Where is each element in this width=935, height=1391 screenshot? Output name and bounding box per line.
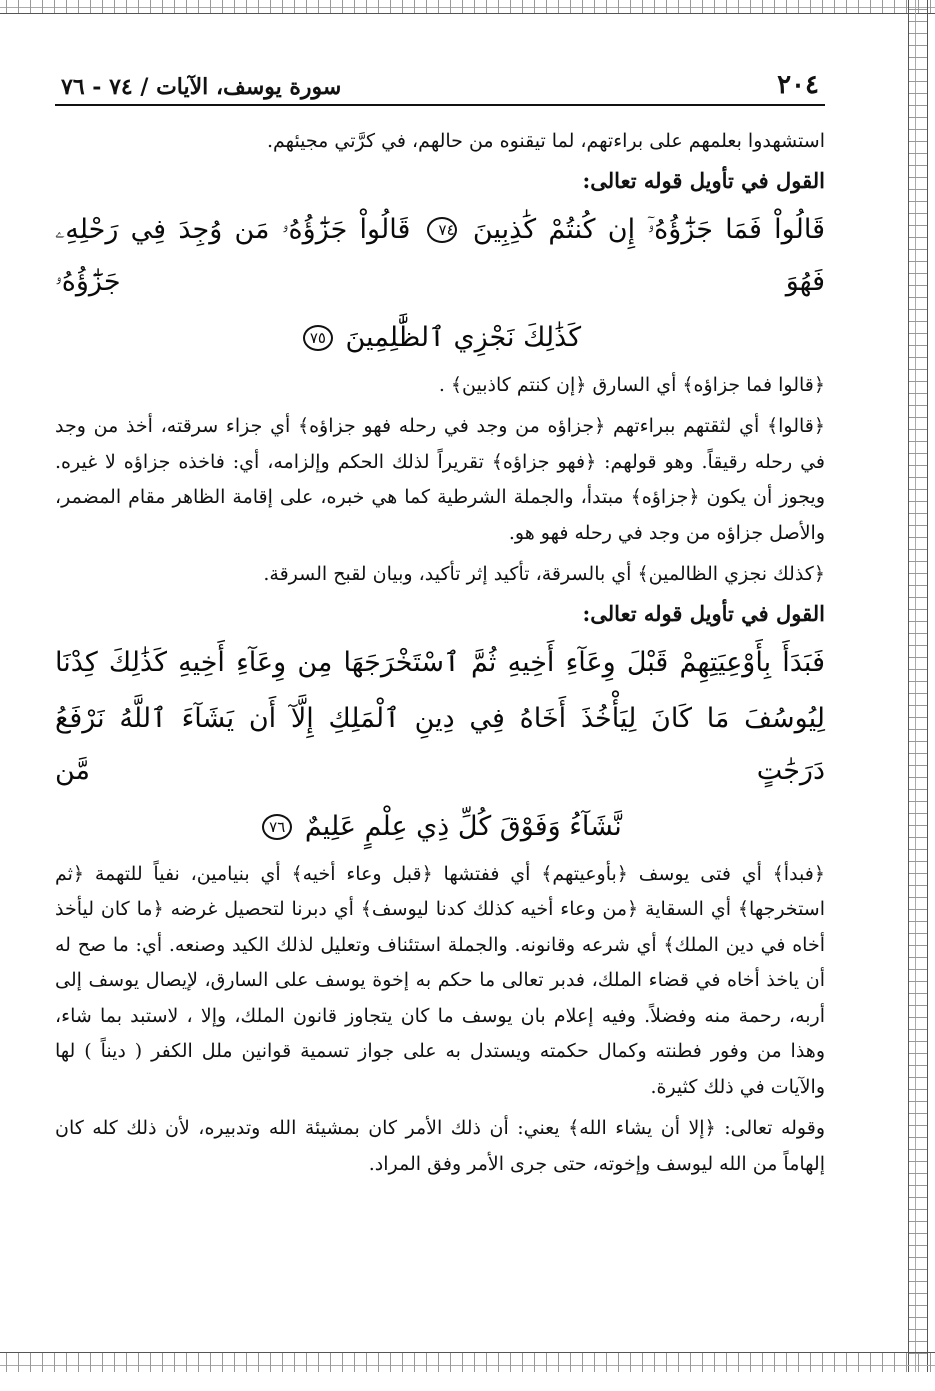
page-body [55, 60, 825, 1340]
commentary-paragraph-3: ﴿كذلك نجزي الظالمين﴾ أي بالسرقة، تأكيد إثر تأكيد، وبيان لقبح السرقة. [263, 563, 825, 585]
ayah-number-74: ٧٤ [427, 217, 457, 243]
verse-74-text: قَالُواْ فَمَا جَزَٰٓؤُهُۥٓ إِن كُنتُمْ كَٰذِبِينَ [472, 213, 825, 245]
verse-75-text-end: كَذَٰلِكَ نَجْزِي ٱلظَّٰلِمِينَ [345, 321, 582, 353]
verse-75-text-start: قَالُواْ جَزَٰٓؤُهُۥ مَن وُجِدَ فِي رَحْلِهِۦ فَهُوَ جَزَٰٓؤُهُۥ [55, 213, 825, 297]
verse-76-line-2: لِيُوسُفَ مَا كَانَ لِيَأْخُذَ أَخَاهُ فِي دِينِ ٱلْمَلِكِ إِلَّآ أَن يَشَآءَ ٱللَّهُ نَرْفَعُ دَرَجَٰتٍ مَّن [55, 702, 825, 786]
verse-76-line-3 [55, 801, 825, 853]
commentary-paragraph-5: وقوله تعالى: ﴿إلا أن يشاء الله﴾ يعني: أن ذلك الأمر كان بمشيئة الله وتدبيره، لأن ذلك كله كان إلهاماً من الله ليوسف وإخوته، حتى جرى الأمر وفق المراد. [55, 1117, 825, 1175]
decorative-border-bottom [0, 1352, 935, 1372]
ayah-number-75: ٧٥ [303, 325, 333, 351]
ayah-number-76: ٧٦ [262, 814, 292, 840]
verse-74-line [55, 204, 825, 308]
page-header [55, 60, 825, 106]
verse-76-line-1: فَبَدَأَ بِأَوْعِيَتِهِمْ قَبْلَ وِعَآءِ أَخِيهِ ثُمَّ ٱسْتَخْرَجَهَا مِن وِعَآءِ أَخِيهِ كَذَٰلِكَ كِدْنَا [55, 646, 825, 678]
decorative-border-top [0, 0, 935, 14]
commentary-paragraph-1: ﴿قالوا فما جزاؤه﴾ أي السارق ﴿إن كنتم كاذبين﴾ . [438, 373, 825, 396]
section1-heading: القول في تأويل قوله تعالى: [582, 167, 825, 193]
section2-heading: القول في تأويل قوله تعالى: [582, 600, 825, 626]
intro-paragraph: استشهدوا بعلمهم على براءتهم، لما تيقنوه من حالهم، في كرَّتي مجيئهم. [267, 130, 825, 152]
page-number: ٢٠٤ [777, 70, 819, 100]
decorative-border-right [908, 0, 928, 1372]
commentary-paragraph-4: ﴿فبدأ﴾ أي فتى يوسف ﴿بأوعيتهم﴾ أي ففتشها ﴿قبل وعاء أخيه﴾ أي بنيامين، نفياً للتهمة ﴿ثم استخرجها﴾ أي السقاية ﴿من وعاء أخيه كذلك كدنا ليوسف﴾ أي دبرنا لتحصيل غرضه ﴿ما كان ليأخذ أخاه في دين الملك﴾ أي شرعه وقانونه. والجملة استئناف وتعليل لذلك الكيد وصنعه. أي: ما صح له أن ياخذ أخاه في قضاء الملك، فدبر تعالى ما حكم به إخوة يوسف على السارق، لإيصال يوسف إلى أربه، رحمة منه وفضلاً. وفيه إعلام بان يوسف ما كان يتجاوز قانون الملك، وإلا ، لاستبد بما شاء، وهذا من وفور فطنته وكمال حكمته ويستدل به على جواز تسمية قوانين ملل الكفر ( ديناً ) لها والآيات في ذلك كثيرة. [55, 862, 825, 1098]
verse-75-line [55, 312, 825, 364]
verse-76-text-end: نَّشَآءُ وَفَوْقَ كُلِّ ذِي عِلْمٍ عَلِيمٌ [304, 810, 622, 842]
commentary-paragraph-2: ﴿قالوا﴾ أي لثقتهم ببراءتهم ﴿جزاؤه من وجد في رحله فهو جزاؤه﴾ أي جزاء سرقته، أخذ من وجد في رحله رقيقاً. وهو قولهم: ﴿فهو جزاؤه﴾ تقريراً لذلك الحكم وإلزامه، أي: فاخذه جزاؤه لا غيره. ويجوز أن يكون ﴿جزاؤه﴾ مبتدأ، والجملة الشرطية كما هي خبره، على إقامة الظاهر مقام المضمر، والأصل جزاؤه من وجد في رحله فهو هو. [55, 415, 825, 544]
surah-title: سورة يوسف، الآيات / ٧٤ - ٧٦ [61, 74, 342, 100]
